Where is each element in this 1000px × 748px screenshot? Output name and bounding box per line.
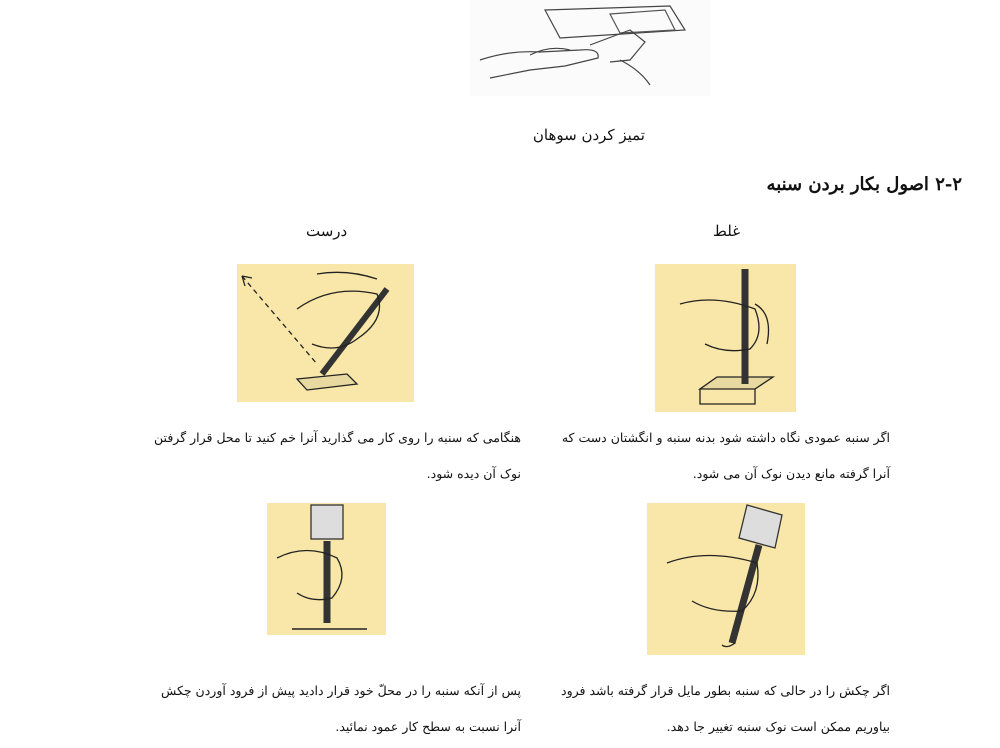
column-heading-wrong: غلط — [713, 222, 741, 240]
hammer-punch-tilted-wrong-image — [647, 503, 805, 655]
figure-caption: تمیز کردن سوهان — [532, 126, 645, 144]
paragraph-correct-1-line1: هنگامی که سنبه را روی کار می گذارید آنرا خم کنید تا محل قرار گرفتن — [154, 430, 521, 445]
paragraph-correct-1-line2: نوک آن دیده شود. — [426, 466, 521, 481]
paragraph-wrong-1-line2: آنرا گرفته مانع دیدن نوک آن می شود. — [692, 466, 890, 481]
paragraph-correct-2-line1: پس از آنکه سنبه را در محلّ خود قرار دادید پیش از فرود آوردن چکش — [161, 683, 521, 698]
hammer-punch-vertical-correct-image — [267, 503, 386, 635]
paragraph-correct-2-line2: آنرا نسبت به سطح کار عمود نمائید. — [335, 719, 521, 734]
file-cleaning-illustration — [470, 0, 710, 96]
punch-vertical-wrong-image — [655, 264, 796, 412]
paragraph-wrong-2-line1: اگر چکش را در حالی که سنبه بطور مایل قرار گرفته باشد فرود — [561, 683, 890, 698]
punch-tilted-correct-image — [237, 264, 414, 402]
column-heading-correct: درست — [306, 222, 348, 240]
paragraph-wrong-2-line2: بیاوریم ممکن است نوک سنبه تغییر جا دهد. — [666, 719, 890, 734]
section-heading: ۲-۲ اصول بکار بردن سنبه — [766, 174, 962, 195]
paragraph-wrong-1-line1: اگر سنبه عمودی نگاه داشته شود بدنه سنبه و انگشتان دست که — [561, 430, 890, 445]
